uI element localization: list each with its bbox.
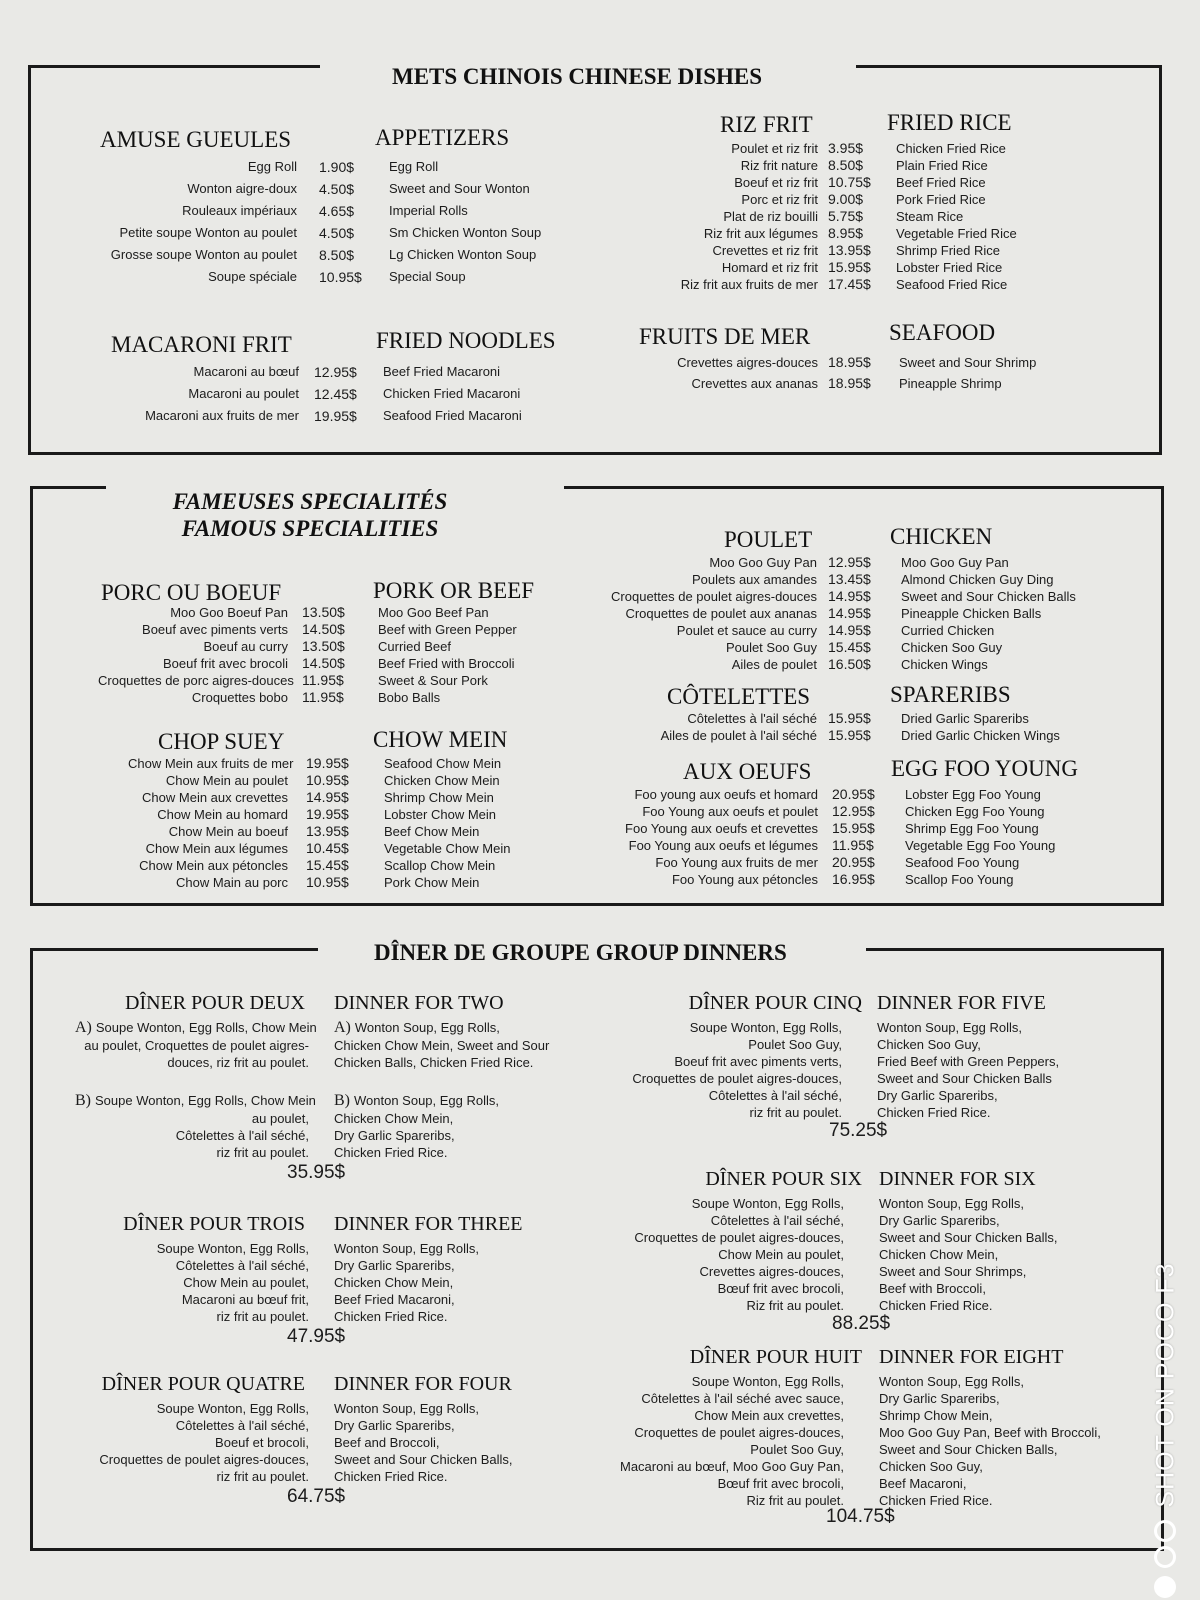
dinner-for-eight <box>620 1346 1100 1536</box>
menu-item: Crevettes aux ananas 18.95$ Pineapple Shrimp <box>691 375 1002 391</box>
block-title-fr: RIZ FRIT <box>720 112 813 137</box>
dinner-price: 64.75$ <box>287 1486 346 1507</box>
watermark-dot-icon <box>1154 1576 1176 1598</box>
menu-item: Chow Main au porc 10.95$ Pork Chow Mein <box>176 874 480 890</box>
menu-item: Chow Mein aux pétoncles 15.45$ Scallop Chow Mein <box>139 857 496 873</box>
menu-block-fried-rice <box>660 112 1060 302</box>
menu-item: Foo young aux oeufs et homard 20.95$ Lobster Egg Foo Young <box>634 786 1041 802</box>
menu-item: Boeuf avec piments verts 14.50$ Beef with Green Pepper <box>142 621 517 637</box>
menu-item: Riz frit nature 8.50$ Plain Fried Rice <box>740 157 988 173</box>
menu-block-appetizers <box>90 125 560 295</box>
menu-item: Poulet et sauce au curry 14.95$ Curried Chicken <box>676 622 995 638</box>
menu-item: Ailes de poulet 16.50$ Chicken Wings <box>731 656 988 672</box>
dinner-option-a-en: A) Wonton Soup, Egg Rolls, Chicken Chow Mein, Sweet and Sour Chicken Balls, Chicken Fried Rice. <box>334 1019 550 1070</box>
menu-item: Poulet et riz frit 3.95$ Chicken Fried Rice <box>731 140 1006 156</box>
dinner-items-fr: Soupe Wonton, Egg Rolls, Côtelettes à l'ail séché, Chow Mein au poulet, Macaroni au bœuf frit, riz frit au poulet. <box>156 1241 309 1324</box>
menu-item: Soupe spéciale 10.95$ Special Soup <box>208 269 466 285</box>
block-title-en: EGG FOO YOUNG <box>891 756 1078 781</box>
dinner-price: 35.95$ <box>287 1162 346 1183</box>
menu-item: Macaroni aux fruits de mer 19.95$ Seafood Fried Macaroni <box>145 408 522 424</box>
block-title-en: SEAFOOD <box>889 320 996 345</box>
dinner-title-fr: DÎNER POUR QUATRE <box>101 1373 305 1395</box>
specialities-title <box>160 488 460 542</box>
menu-block-chow-mein <box>128 727 568 897</box>
menu-item: Wonton aigre-doux 4.50$ Sweet and Sour Wonton <box>187 181 530 197</box>
dinner-title-fr: DÎNER POUR TROIS <box>123 1213 305 1235</box>
dinner-option-b-fr: B) Soupe Wonton, Egg Rolls, Chow Mein au poulet, Côtelettes à l'ail séché, riz frit au poulet. <box>75 1092 316 1160</box>
block-title-en: CHOW MEIN <box>373 727 508 752</box>
menu-item: Ailes de poulet à l'ail séché 15.95$ Dried Garlic Chicken Wings <box>660 727 1060 743</box>
menu-block-fried-noodles <box>100 328 580 438</box>
dinner-price: 47.95$ <box>287 1326 346 1347</box>
menu-item: Porc et riz frit 9.00$ Pork Fried Rice <box>741 191 986 207</box>
dinner-title-en: DINNER FOR THREE <box>334 1213 523 1235</box>
chinese-dishes-title: METS CHINOIS CHINESE DISHES <box>392 64 763 89</box>
menu-item: Poulet Soo Guy 15.45$ Chicken Soo Guy <box>725 639 1003 655</box>
dinner-items-en: Wonton Soup, Egg Rolls, Dry Garlic Spareribs, Sweet and Sour Chicken Balls, Chicken Chow Mein, Sweet and Sour Shrimps, Beef with Broccoli, Chicken Fried Rice. <box>879 1196 1058 1313</box>
dinner-items-en: Wonton Soup, Egg Rolls, Dry Garlic Spareribs, Shrimp Chow Mein, Moo Goo Guy Pan, Beef with Broccoli, Sweet and Sour Chicken Balls, Chicken Soo Guy, Beef Macaroni, Chicken Fried Rice. <box>879 1374 1101 1508</box>
menu-item: Chow Mein aux crevettes 14.95$ Shrimp Chow Mein <box>142 789 494 805</box>
menu-item: Petite soupe Wonton au poulet 4.50$ Sm Chicken Wonton Soup <box>119 225 542 241</box>
dinner-option-b-en: B) Wonton Soup, Egg Rolls, Chicken Chow Mein, Dry Garlic Spareribs, Chicken Fried Rice. <box>334 1092 500 1160</box>
block-title-fr: FRUITS DE MER <box>639 324 811 349</box>
dinner-price: 75.25$ <box>829 1120 888 1141</box>
menu-item: Côtelettes à l'ail séché 15.95$ Dried Garlic Spareribs <box>687 710 1029 726</box>
menu-item: Foo Young aux oeufs et poulet 12.95$ Chicken Egg Foo Young <box>642 803 1045 819</box>
menu-block-egg-foo-young <box>620 756 1120 896</box>
block-title-fr: AUX OEUFS <box>683 759 812 784</box>
menu-item: Croquettes de poulet aux ananas 14.95$ Pineapple Chicken Balls <box>625 605 1042 621</box>
menu-item: Macaroni au poulet 12.45$ Chicken Fried Macaroni <box>188 386 521 402</box>
dinner-title-fr: DÎNER POUR HUIT <box>689 1346 862 1368</box>
menu-block-spareribs <box>660 682 1100 752</box>
option-letter: A) <box>334 1019 351 1036</box>
menu-item: Foo Young aux oeufs et crevettes 15.95$ Shrimp Egg Foo Young <box>625 820 1039 836</box>
menu-item: Homard et riz frit 15.95$ Lobster Fried Rice <box>721 259 1003 275</box>
dinner-items-fr: Soupe Wonton, Egg Rolls, Poulet Soo Guy, Boeuf frit avec piments verts, Croquettes de poulet aigres-douces, Côtelettes à l'ail séché, riz frit au poulet. <box>632 1020 842 1120</box>
menu-item: Chow Mein aux fruits de mer 19.95$ Seafood Chow Mein <box>128 755 502 771</box>
block-title-en: FRIED RICE <box>887 110 1012 135</box>
block-title-en: FRIED NOODLES <box>376 328 556 353</box>
block-title-fr: CÔTELETTES <box>667 684 811 709</box>
block-title-fr: AMUSE GUEULES <box>100 127 292 152</box>
menu-item: Egg Roll 1.90$ Egg Roll <box>247 159 439 175</box>
watermark-ring-icon <box>1154 1520 1176 1542</box>
dinner-title-en: DINNER FOR FIVE <box>877 992 1046 1014</box>
menu-item: Chow Mein au homard 19.95$ Lobster Chow Mein <box>157 806 496 822</box>
block-title-fr: MACARONI FRIT <box>111 332 292 357</box>
dinner-option-a-fr: A) Soupe Wonton, Egg Rolls, Chow Mein au poulet, Croquettes de poulet aigres- douces, riz frit au poulet. <box>75 1019 317 1070</box>
block-title-en: CHICKEN <box>890 524 993 549</box>
menu-item: Boeuf et riz frit 10.75$ Beef Fried Rice <box>734 174 986 190</box>
dinner-title-fr: DÎNER POUR SIX <box>705 1168 862 1190</box>
menu-item: Riz frit aux légumes 8.95$ Vegetable Fried Rice <box>703 225 1017 241</box>
camera-watermark <box>1144 1220 1188 1550</box>
block-title-en: SPARERIBS <box>890 682 1011 707</box>
dinner-for-two <box>75 992 555 1192</box>
menu-item: Crevettes et riz frit 13.95$ Shrimp Fried Rice <box>712 242 1001 258</box>
menu-item: Rouleaux impériaux 4.65$ Imperial Rolls <box>182 203 468 219</box>
menu-item: Macaroni au bœuf 12.95$ Beef Fried Macaroni <box>193 364 501 380</box>
dinner-title-en: DINNER FOR EIGHT <box>879 1346 1064 1368</box>
dinner-items-en: Wonton Soup, Egg Rolls, Dry Garlic Spareribs, Chicken Chow Mein, Beef Fried Macaroni, Chicken Fried Rice. <box>334 1241 480 1324</box>
specialities-title-en: FAMOUS SPECIALITIES <box>181 516 439 541</box>
menu-block-pork-beef <box>98 578 568 708</box>
dinner-items-en: Wonton Soup, Egg Rolls, Dry Garlic Spareribs, Beef and Broccoli, Sweet and Sour Chicken Balls, Chicken Fried Rice. <box>334 1401 513 1484</box>
option-letter: B) <box>75 1092 91 1109</box>
group-dinners-title: DÎNER DE GROUPE GROUP DINNERS <box>374 940 787 965</box>
dinner-for-four <box>75 1373 555 1513</box>
menu-item: Croquettes de poulet aigres-douces 14.95$ Sweet and Sour Chicken Balls <box>611 588 1076 604</box>
menu-item: Poulets aux amandes 13.45$ Almond Chicken Guy Ding <box>691 571 1054 587</box>
menu-block-seafood <box>636 320 1056 400</box>
dinner-title-en: DINNER FOR FOUR <box>334 1373 512 1395</box>
watermark-text: SHOT ON POCO F3 <box>1151 1262 1180 1508</box>
menu-item: Crevettes aigres-douces 18.95$ Sweet and Sour Shrimp <box>677 354 1037 370</box>
dinner-price: 104.75$ <box>826 1506 895 1527</box>
menu-item: Chow Mein aux légumes 10.45$ Vegetable Chow Mein <box>145 840 511 856</box>
menu-item: Riz frit aux fruits de mer 17.45$ Seafood Fried Rice <box>680 276 1008 292</box>
menu-item: Chow Mein au boeuf 13.95$ Beef Chow Mein <box>168 823 480 839</box>
menu-item: Grosse soupe Wonton au poulet 8.50$ Lg Chicken Wonton Soup <box>110 247 537 263</box>
option-letter: B) <box>334 1092 350 1109</box>
block-title-fr: PORC OU BOEUF <box>101 580 282 605</box>
menu-item: Chow Mein au poulet 10.95$ Chicken Chow Mein <box>165 772 500 788</box>
watermark-ring-icon <box>1154 1546 1176 1568</box>
dinner-items-fr: Soupe Wonton, Egg Rolls, Côtelettes à l'ail séché avec sauce, Chow Mein aux crevettes, Croquettes de poulet aigres-douces, Poulet Soo Guy, Macaroni au bœuf, Moo Goo Guy Pan, Bœuf frit avec brocoli, Riz frit au poulet. <box>620 1374 844 1508</box>
menu-item: Foo Young aux oeufs et légumes 11.95$ Vegetable Egg Foo Young <box>628 837 1056 853</box>
dinner-items-fr: Soupe Wonton, Egg Rolls, Côtelettes à l'ail séché, Croquettes de poulet aigres-douces, Chow Mein au poulet, Crevettes aigres-douces, Bœuf frit avec brocoli, Riz frit au poulet. <box>634 1196 844 1313</box>
dinner-for-three <box>75 1213 555 1353</box>
menu-block-chicken <box>600 524 1100 674</box>
dinner-items-fr: Soupe Wonton, Egg Rolls, Côtelettes à l'ail séché, Boeuf et brocoli, Croquettes de poulet aigres-douces, riz frit au poulet. <box>99 1401 309 1484</box>
dinner-title-fr: DÎNER POUR DEUX <box>125 992 305 1014</box>
menu-item: Foo Young aux pétoncles 16.95$ Scallop Foo Young <box>671 871 1014 887</box>
menu-item: Foo Young aux fruits de mer 20.95$ Seafood Foo Young <box>655 854 1020 870</box>
dinner-for-five <box>620 992 1100 1152</box>
menu-item: Croquettes de porc aigres-douces 11.95$ Sweet & Sour Pork <box>98 672 488 688</box>
dinner-title-fr: DÎNER POUR CINQ <box>688 992 862 1014</box>
block-title-fr: POULET <box>724 527 813 552</box>
specialities-title-fr: FAMEUSES SPECIALITÉS <box>172 489 448 514</box>
dinner-title-en: DINNER FOR SIX <box>879 1168 1036 1190</box>
dinner-items-en: Wonton Soup, Egg Rolls, Chicken Soo Guy, Fried Beef with Green Peppers, Sweet and Sour Chicken Balls Dry Garlic Spareribs, Chicken Fried Rice. <box>877 1020 1060 1120</box>
block-title-fr: CHOP SUEY <box>158 729 285 754</box>
menu-item: Plat de riz bouilli 5.75$ Steam Rice <box>723 208 964 224</box>
menu-item: Boeuf frit avec brocoli 14.50$ Beef Fried with Broccoli <box>162 655 515 671</box>
block-title-en: PORK OR BEEF <box>373 578 535 603</box>
menu-item: Croquettes bobo 11.95$ Bobo Balls <box>191 689 441 705</box>
dinner-for-six <box>620 1168 1100 1338</box>
menu-item: Boeuf au curry 13.50$ Curried Beef <box>203 638 451 654</box>
menu-item: Moo Goo Boeuf Pan 13.50$ Moo Goo Beef Pan <box>170 604 489 620</box>
dinner-title-en: DINNER FOR TWO <box>334 992 504 1014</box>
menu-item: Moo Goo Guy Pan 12.95$ Moo Goo Guy Pan <box>709 554 1009 570</box>
dinner-price: 88.25$ <box>832 1313 891 1334</box>
option-letter: A) <box>75 1019 92 1036</box>
block-title-en: APPETIZERS <box>375 125 510 150</box>
